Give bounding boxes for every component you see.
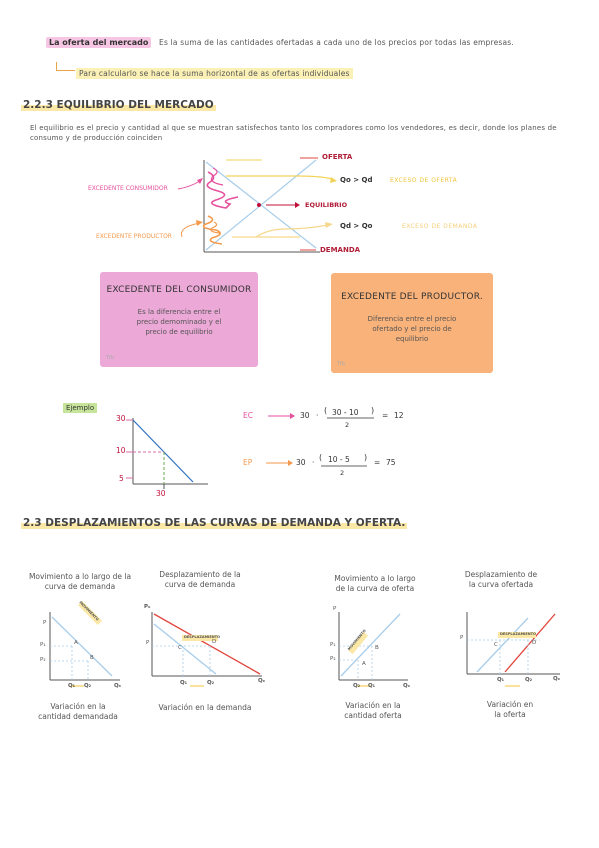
supply-label: OFERTA <box>322 153 353 161</box>
axis-label: Pₓ <box>144 604 151 610</box>
axis-label: Q₁ <box>368 683 376 689</box>
graph-tag: DESPLAZAMIENTO <box>184 635 221 639</box>
axis-label: P <box>333 606 337 612</box>
axis-label: Q₂ <box>353 683 361 689</box>
point-label: A <box>362 661 366 667</box>
axis-label: Qₓ <box>258 678 265 684</box>
consumer-card-title: EXCEDENTE DEL CONSUMIDOR <box>106 285 252 295</box>
axis-label: P₁ <box>40 642 46 648</box>
producer-surplus-label: EXCEDENTE PRODUCTOR <box>96 233 172 240</box>
graph-movement-demand <box>50 601 120 686</box>
section-title-equilibrium: 2.2.3 EQUILIBRIO DEL MERCADO <box>23 99 214 111</box>
graph-caption-3 <box>325 701 421 721</box>
caption-line: Variación en la <box>50 702 106 711</box>
y-tick: 10 <box>116 446 126 455</box>
consumer-card-line: precio de equilibrio <box>145 328 213 336</box>
graph-title-line: Desplazamiento de la <box>159 570 241 579</box>
equilibrium-label: EQUILIBRIO <box>305 201 348 209</box>
consumer-card-line: Es la diferencia entre el <box>137 308 221 316</box>
point-label: B <box>90 655 94 661</box>
ec-base: 30 <box>300 411 310 420</box>
caption-line: cantidad oferta <box>344 711 402 720</box>
ec-numerator: 30 - 10 <box>332 408 359 417</box>
point-label: A <box>74 640 78 646</box>
example-label: Ejemplo <box>63 403 97 413</box>
axis-label: Q₂ <box>525 677 533 683</box>
qo-gt-qd: Qo > Qd <box>340 176 373 184</box>
axis-label: P₂ <box>330 656 336 662</box>
caption-line: la oferta <box>494 710 526 719</box>
ec-result: 12 <box>394 411 404 420</box>
producer-card-line: equilibrio <box>395 335 429 343</box>
caption-line: Variación en la demanda <box>158 703 252 712</box>
axis-label: P <box>146 640 150 646</box>
axis-label: Qₓ <box>553 676 560 682</box>
y-tick: 30 <box>116 414 126 423</box>
market-supply-definition: Es la suma de las cantidades ofertadas a cada uno de los precios por todas las empresas. <box>159 38 515 47</box>
graph-title-line: de la curva de oferta <box>335 584 415 593</box>
graph-caption-1 <box>30 702 126 722</box>
graph-tag: MOVIMIENTO <box>347 628 367 652</box>
axis-label: Q₂ <box>84 683 92 689</box>
caption-line: cantidad demandada <box>38 712 118 721</box>
excess-demand-label: EXCESO DE DEMANDA <box>402 223 478 230</box>
graph-caption-2 <box>150 703 260 713</box>
caption-line: Variación en la <box>345 701 401 710</box>
section-title-shifts: 2.3 DESPLAZAMIENTOS DE LAS CURVAS DE DEMANDA Y OFERTA. <box>23 517 406 529</box>
axis-label: Q₁ <box>180 680 188 686</box>
ec-label: EC <box>243 411 253 420</box>
producer-card-line: ofertado y el precio de <box>372 325 452 333</box>
point-label: D <box>212 639 217 645</box>
ep-base: 30 <box>296 458 306 467</box>
axis-label: Qₓ <box>403 683 410 689</box>
x-tick: 30 <box>156 489 166 498</box>
graph-shift-demand <box>152 612 262 686</box>
graph-title-line: curva de demanda <box>44 582 116 591</box>
y-tick: 5 <box>119 474 124 483</box>
axis-label: P₁ <box>330 642 336 648</box>
qd-gt-qo: Qd > Qo <box>340 222 373 230</box>
axis-label: P <box>43 620 47 626</box>
ep-label: EP <box>243 458 253 467</box>
graph-tag: MOVIMIENTO <box>78 600 100 622</box>
graph-title-line: curva de demanda <box>164 580 236 589</box>
ep-denominator: 2 <box>340 469 345 477</box>
card-ref: Tfb <box>106 355 114 361</box>
graph-tag: DESPLAZAMIENTO <box>500 632 537 636</box>
axis-label: P₂ <box>40 657 46 663</box>
ep-numerator: 10 - 5 <box>328 455 350 464</box>
card-ref: Tfb <box>337 361 345 367</box>
producer-card-line: Diferencia entre el precio <box>367 315 457 323</box>
demand-label: DEMANDA <box>320 246 361 254</box>
consumer-card-line: precio demominado y el <box>136 318 222 326</box>
producer-card-title: EXCEDENTE DEL PRODUCTOR. <box>341 292 483 302</box>
axis-label: Q₁ <box>68 683 76 689</box>
consumer-surplus-label: EXCEDENTE CONSUMIDOR <box>88 185 168 192</box>
axis-label: Q₁ <box>497 677 505 683</box>
graph-caption-4 <box>470 700 550 720</box>
point-label: B <box>375 645 379 651</box>
ep-result: 75 <box>386 458 396 467</box>
calc-note: Para calcularlo se hace la suma horizontal de as ofertas individuales <box>76 68 353 79</box>
point-label: C <box>494 642 498 648</box>
point-label: C <box>178 645 182 651</box>
axis-label: P <box>460 635 464 641</box>
ec-denominator: 2 <box>345 421 350 429</box>
axis-label: Q₂ <box>207 680 215 686</box>
point-label: D <box>532 640 537 646</box>
market-supply-term: La oferta del mercado <box>46 37 151 48</box>
graph-title-line: Movimiento a lo largo de la <box>28 572 132 581</box>
graph-title-line: Desplazamiento de <box>464 570 538 579</box>
caption-line: Variación en <box>486 700 534 709</box>
graph-shift-supply <box>467 612 560 686</box>
graph-title-line: la curva ofertada <box>468 580 534 589</box>
equilibrium-intro: El equilibrio es el precio y cantidad al que se muestran satisfechos tanto los compradores como los vendedores, es decir, donde los planes de consumo y de producción coinciden <box>30 124 557 142</box>
axis-label: Qₓ <box>114 683 121 689</box>
graph-title-line: Movimiento a lo largo <box>334 574 416 583</box>
excess-supply-label: EXCESO DE OFERTA <box>390 177 458 184</box>
